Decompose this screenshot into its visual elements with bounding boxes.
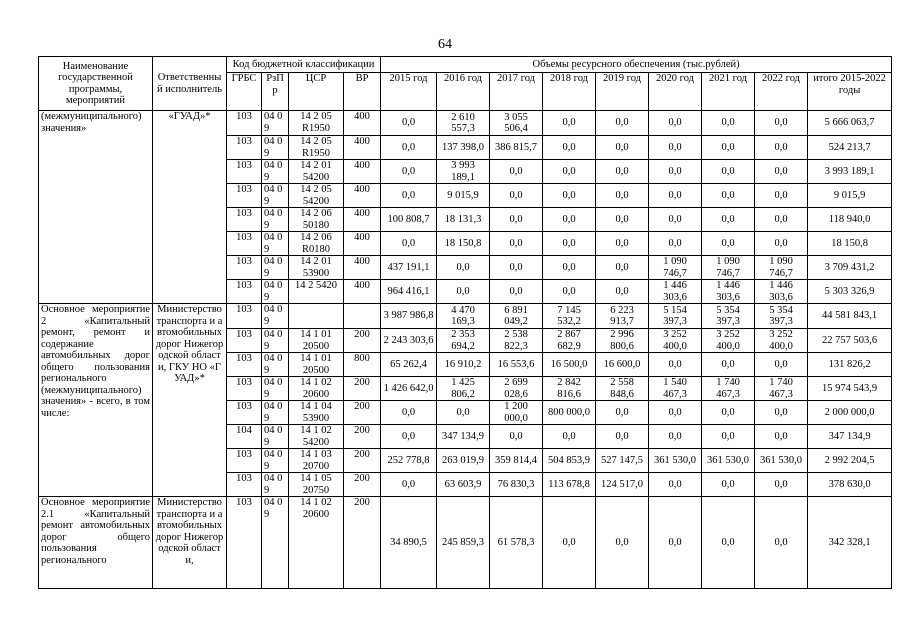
grbs-cell: 103 xyxy=(227,473,262,497)
year-value-cell: 1 090 746,7 xyxy=(755,256,808,280)
vr-cell: 400 xyxy=(344,232,381,256)
year-value-cell: 527 147,5 xyxy=(596,449,649,473)
grbs-cell: 103 xyxy=(227,256,262,280)
vr-cell: 200 xyxy=(344,425,381,449)
year-value-cell: 0,0 xyxy=(596,136,649,160)
year-value-cell: 9 015,9 xyxy=(437,184,490,208)
year-value-cell: 3 252 400,0 xyxy=(649,329,702,353)
year-value-cell: 1 426 642,0 xyxy=(381,377,437,401)
total-value-cell: 9 015,9 xyxy=(808,184,892,208)
year-value-cell: 2 867 682,9 xyxy=(543,329,596,353)
year-value-cell: 6 891 049,2 xyxy=(490,304,543,329)
csr-cell: 14 1 02 20600 xyxy=(289,497,344,589)
csr-cell: 14 1 03 20700 xyxy=(289,449,344,473)
rzpr-cell: 04 09 xyxy=(262,280,289,304)
grbs-cell: 103 xyxy=(227,280,262,304)
year-value-cell: 0,0 xyxy=(543,208,596,232)
program-name-cell: Основное мероприятие 2 «Капитальный ремонт, ремонт и содержание автомобильных дорог общего пользования регионального (межмуниципального) значения» - всего, в том числе: xyxy=(39,304,153,497)
year-value-cell: 0,0 xyxy=(381,136,437,160)
year-value-cell: 0,0 xyxy=(437,401,490,425)
csr-cell: 14 2 05 R1950 xyxy=(289,136,344,160)
year-value-cell: 0,0 xyxy=(490,208,543,232)
year-value-cell: 0,0 xyxy=(596,111,649,136)
year-value-cell: 0,0 xyxy=(381,473,437,497)
year-value-cell: 0,0 xyxy=(702,401,755,425)
year-value-cell: 0,0 xyxy=(543,280,596,304)
year-value-cell: 0,0 xyxy=(543,425,596,449)
header-grbs: ГРБС xyxy=(227,73,262,111)
year-value-cell: 1 540 467,3 xyxy=(649,377,702,401)
header-year-2016: 2016 год xyxy=(437,73,490,111)
csr-cell: 14 2 01 54200 xyxy=(289,160,344,184)
grbs-cell: 103 xyxy=(227,304,262,329)
header-rzpr: РзПр xyxy=(262,73,289,111)
year-value-cell: 4 470 169,3 xyxy=(437,304,490,329)
year-value-cell: 0,0 xyxy=(543,136,596,160)
year-value-cell: 0,0 xyxy=(596,256,649,280)
year-value-cell: 61 578,3 xyxy=(490,497,543,589)
year-value-cell: 0,0 xyxy=(543,184,596,208)
vr-cell: 400 xyxy=(344,280,381,304)
year-value-cell: 0,0 xyxy=(490,160,543,184)
year-value-cell: 361 530,0 xyxy=(702,449,755,473)
responsible-cell: «ГУАД»* xyxy=(153,111,227,304)
year-value-cell: 1 446 303,6 xyxy=(702,280,755,304)
year-value-cell: 245 859,3 xyxy=(437,497,490,589)
rzpr-cell: 04 09 xyxy=(262,401,289,425)
year-value-cell: 0,0 xyxy=(596,160,649,184)
year-value-cell: 0,0 xyxy=(543,111,596,136)
vr-cell: 400 xyxy=(344,136,381,160)
year-value-cell: 0,0 xyxy=(702,497,755,589)
year-value-cell: 2 538 822,3 xyxy=(490,329,543,353)
year-value-cell: 3 252 400,0 xyxy=(755,329,808,353)
rzpr-cell: 04 09 xyxy=(262,208,289,232)
year-value-cell: 0,0 xyxy=(755,473,808,497)
year-value-cell: 0,0 xyxy=(649,401,702,425)
year-value-cell: 0,0 xyxy=(649,473,702,497)
year-value-cell: 0,0 xyxy=(702,160,755,184)
header-csr: ЦСР xyxy=(289,73,344,111)
year-value-cell: 0,0 xyxy=(649,497,702,589)
csr-cell: 14 1 02 20600 xyxy=(289,377,344,401)
year-value-cell: 0,0 xyxy=(596,497,649,589)
year-value-cell: 0,0 xyxy=(702,184,755,208)
csr-cell: 14 2 06 50180 xyxy=(289,208,344,232)
year-value-cell: 800 000,0 xyxy=(543,401,596,425)
year-value-cell: 1 425 806,2 xyxy=(437,377,490,401)
csr-cell: 14 1 01 20500 xyxy=(289,329,344,353)
vr-cell: 400 xyxy=(344,184,381,208)
rzpr-cell: 04 09 xyxy=(262,111,289,136)
csr-cell: 14 1 01 20500 xyxy=(289,353,344,377)
year-value-cell: 0,0 xyxy=(755,111,808,136)
year-value-cell: 504 853,9 xyxy=(543,449,596,473)
rzpr-cell: 04 09 xyxy=(262,329,289,353)
year-value-cell: 18 131,3 xyxy=(437,208,490,232)
grbs-cell: 103 xyxy=(227,377,262,401)
year-value-cell: 361 530,0 xyxy=(649,449,702,473)
year-value-cell: 361 530,0 xyxy=(755,449,808,473)
header-year-2022: 2022 год xyxy=(755,73,808,111)
csr-cell: 14 2 5420 xyxy=(289,280,344,304)
year-value-cell: 3 987 986,8 xyxy=(381,304,437,329)
year-value-cell: 0,0 xyxy=(702,353,755,377)
rzpr-cell: 04 09 xyxy=(262,377,289,401)
total-value-cell: 131 826,2 xyxy=(808,353,892,377)
year-value-cell: 0,0 xyxy=(755,497,808,589)
grbs-cell: 103 xyxy=(227,449,262,473)
resource-table xyxy=(38,56,892,589)
csr-cell: 14 2 01 53900 xyxy=(289,256,344,280)
vr-cell: 200 xyxy=(344,497,381,589)
rzpr-cell: 04 09 xyxy=(262,184,289,208)
year-value-cell: 0,0 xyxy=(596,184,649,208)
vr-cell: 200 xyxy=(344,473,381,497)
csr-cell: 14 2 05 54200 xyxy=(289,184,344,208)
year-value-cell: 0,0 xyxy=(490,425,543,449)
grbs-cell: 103 xyxy=(227,184,262,208)
rzpr-cell: 04 09 xyxy=(262,473,289,497)
year-value-cell: 2 842 816,6 xyxy=(543,377,596,401)
header-volumes: Объемы ресурсного обеспечения (тыс.рублей) xyxy=(381,57,892,73)
year-value-cell: 0,0 xyxy=(596,425,649,449)
year-value-cell: 3 993 189,1 xyxy=(437,160,490,184)
grbs-cell: 103 xyxy=(227,353,262,377)
year-value-cell: 0,0 xyxy=(649,111,702,136)
year-value-cell: 16 910,2 xyxy=(437,353,490,377)
year-value-cell: 0,0 xyxy=(649,136,702,160)
program-name-cell: (межмуниципального) значения» xyxy=(39,111,153,304)
year-value-cell: 16 600,0 xyxy=(596,353,649,377)
year-value-cell: 0,0 xyxy=(755,401,808,425)
year-value-cell: 252 778,8 xyxy=(381,449,437,473)
year-value-cell: 0,0 xyxy=(437,256,490,280)
year-value-cell: 0,0 xyxy=(702,111,755,136)
grbs-cell: 103 xyxy=(227,232,262,256)
vr-cell xyxy=(344,304,381,329)
year-value-cell: 0,0 xyxy=(596,208,649,232)
year-value-cell: 0,0 xyxy=(490,280,543,304)
header-year-2017: 2017 год xyxy=(490,73,543,111)
header-responsible: Ответственный исполнитель xyxy=(153,57,227,111)
total-value-cell: 378 630,0 xyxy=(808,473,892,497)
year-value-cell: 3 055 506,4 xyxy=(490,111,543,136)
year-value-cell: 0,0 xyxy=(755,425,808,449)
year-value-cell: 0,0 xyxy=(649,160,702,184)
year-value-cell: 347 134,9 xyxy=(437,425,490,449)
total-value-cell: 5 666 063,7 xyxy=(808,111,892,136)
responsible-cell: Министерство транспорта и автомобильных дорог Нижегородской области, xyxy=(153,497,227,589)
year-value-cell: 0,0 xyxy=(755,232,808,256)
year-value-cell: 2 610 557,3 xyxy=(437,111,490,136)
year-value-cell: 1 446 303,6 xyxy=(755,280,808,304)
year-value-cell: 0,0 xyxy=(381,401,437,425)
year-value-cell: 0,0 xyxy=(702,208,755,232)
total-value-cell: 44 581 843,1 xyxy=(808,304,892,329)
total-value-cell: 2 992 204,5 xyxy=(808,449,892,473)
rzpr-cell: 04 09 xyxy=(262,232,289,256)
year-value-cell: 263 019,9 xyxy=(437,449,490,473)
year-value-cell: 386 815,7 xyxy=(490,136,543,160)
total-value-cell: 22 757 503,6 xyxy=(808,329,892,353)
year-value-cell: 2 558 848,6 xyxy=(596,377,649,401)
csr-cell xyxy=(289,304,344,329)
year-value-cell: 113 678,8 xyxy=(543,473,596,497)
year-value-cell: 63 603,9 xyxy=(437,473,490,497)
year-value-cell: 0,0 xyxy=(755,208,808,232)
year-value-cell: 0,0 xyxy=(702,232,755,256)
year-value-cell: 0,0 xyxy=(490,232,543,256)
responsible-cell: Министерство транспорта и автомобильных дорог Нижегородской области, ГКУ НО «ГУАД»* xyxy=(153,304,227,497)
year-value-cell: 0,0 xyxy=(596,232,649,256)
header-year-2021: 2021 год xyxy=(702,73,755,111)
total-value-cell: 118 940,0 xyxy=(808,208,892,232)
csr-cell: 14 1 02 54200 xyxy=(289,425,344,449)
header-year-2019: 2019 год xyxy=(596,73,649,111)
table-row xyxy=(39,304,892,329)
grbs-cell: 103 xyxy=(227,208,262,232)
year-value-cell: 76 830,3 xyxy=(490,473,543,497)
csr-cell: 14 1 04 53900 xyxy=(289,401,344,425)
csr-cell: 14 2 05 R1950 xyxy=(289,111,344,136)
year-value-cell: 0,0 xyxy=(755,160,808,184)
year-value-cell: 3 252 400,0 xyxy=(702,329,755,353)
rzpr-cell: 04 09 xyxy=(262,160,289,184)
year-value-cell: 0,0 xyxy=(702,136,755,160)
year-value-cell: 2 699 028,6 xyxy=(490,377,543,401)
year-value-cell: 0,0 xyxy=(543,497,596,589)
year-value-cell: 0,0 xyxy=(381,111,437,136)
year-value-cell: 7 145 532,2 xyxy=(543,304,596,329)
year-value-cell: 964 416,1 xyxy=(381,280,437,304)
year-value-cell: 5 354 397,3 xyxy=(755,304,808,329)
grbs-cell: 103 xyxy=(227,401,262,425)
year-value-cell: 1 446 303,6 xyxy=(649,280,702,304)
vr-cell: 200 xyxy=(344,329,381,353)
year-value-cell: 0,0 xyxy=(381,160,437,184)
year-value-cell: 0,0 xyxy=(381,184,437,208)
year-value-cell: 0,0 xyxy=(755,184,808,208)
year-value-cell: 16 500,0 xyxy=(543,353,596,377)
csr-cell: 14 1 05 20750 xyxy=(289,473,344,497)
year-value-cell: 18 150,8 xyxy=(437,232,490,256)
total-value-cell: 342 328,1 xyxy=(808,497,892,589)
rzpr-cell: 04 09 xyxy=(262,449,289,473)
year-value-cell: 1 090 746,7 xyxy=(702,256,755,280)
year-value-cell: 1 090 746,7 xyxy=(649,256,702,280)
year-value-cell: 0,0 xyxy=(755,353,808,377)
year-value-cell: 0,0 xyxy=(755,136,808,160)
header-vr: ВР xyxy=(344,73,381,111)
year-value-cell: 0,0 xyxy=(490,256,543,280)
table-row xyxy=(39,111,892,136)
total-value-cell: 5 303 326,9 xyxy=(808,280,892,304)
year-value-cell: 1 200 000,0 xyxy=(490,401,543,425)
year-value-cell: 2 243 303,6 xyxy=(381,329,437,353)
header-name: Наименование государственной программы, мероприятий xyxy=(39,57,153,111)
vr-cell: 800 xyxy=(344,353,381,377)
rzpr-cell: 04 09 xyxy=(262,353,289,377)
year-value-cell: 65 262,4 xyxy=(381,353,437,377)
header-kbk: Код бюджетной классификации xyxy=(227,57,381,73)
total-value-cell: 3 993 189,1 xyxy=(808,160,892,184)
grbs-cell: 104 xyxy=(227,425,262,449)
header-year-2020: 2020 год xyxy=(649,73,702,111)
vr-cell: 400 xyxy=(344,256,381,280)
year-value-cell: 0,0 xyxy=(437,280,490,304)
year-value-cell: 2 353 694,2 xyxy=(437,329,490,353)
grbs-cell: 103 xyxy=(227,160,262,184)
year-value-cell: 0,0 xyxy=(543,232,596,256)
rzpr-cell: 04 09 xyxy=(262,425,289,449)
year-value-cell: 0,0 xyxy=(381,232,437,256)
year-value-cell: 0,0 xyxy=(596,280,649,304)
year-value-cell: 16 553,6 xyxy=(490,353,543,377)
year-value-cell: 5 154 397,3 xyxy=(649,304,702,329)
vr-cell: 400 xyxy=(344,208,381,232)
year-value-cell: 0,0 xyxy=(543,160,596,184)
vr-cell: 400 xyxy=(344,111,381,136)
year-value-cell: 124 517,0 xyxy=(596,473,649,497)
year-value-cell: 5 354 397,3 xyxy=(702,304,755,329)
year-value-cell: 2 996 800,6 xyxy=(596,329,649,353)
year-value-cell: 359 814,4 xyxy=(490,449,543,473)
year-value-cell: 0,0 xyxy=(649,232,702,256)
year-value-cell: 137 398,0 xyxy=(437,136,490,160)
csr-cell: 14 2 06 R0180 xyxy=(289,232,344,256)
header-year-2018: 2018 год xyxy=(543,73,596,111)
vr-cell: 400 xyxy=(344,160,381,184)
header-total: итого 2015-2022 годы xyxy=(808,73,892,111)
year-value-cell: 0,0 xyxy=(702,425,755,449)
grbs-cell: 103 xyxy=(227,136,262,160)
program-name-cell: Основное мероприятие 2.1 «Капитальный ремонт автомобильных дорог общего пользования регионального xyxy=(39,497,153,589)
year-value-cell: 0,0 xyxy=(543,256,596,280)
year-value-cell: 100 808,7 xyxy=(381,208,437,232)
grbs-cell: 103 xyxy=(227,111,262,136)
year-value-cell: 0,0 xyxy=(649,208,702,232)
table-row xyxy=(39,497,892,589)
year-value-cell: 0,0 xyxy=(649,184,702,208)
year-value-cell: 0,0 xyxy=(596,401,649,425)
year-value-cell: 0,0 xyxy=(649,425,702,449)
rzpr-cell: 04 09 xyxy=(262,136,289,160)
total-value-cell: 524 213,7 xyxy=(808,136,892,160)
total-value-cell: 15 974 543,9 xyxy=(808,377,892,401)
year-value-cell: 0,0 xyxy=(649,353,702,377)
rzpr-cell: 04 09 xyxy=(262,304,289,329)
year-value-cell: 0,0 xyxy=(702,473,755,497)
grbs-cell: 103 xyxy=(227,497,262,589)
year-value-cell: 1 740 467,3 xyxy=(702,377,755,401)
total-value-cell: 3 709 431,2 xyxy=(808,256,892,280)
year-value-cell: 1 740 467,3 xyxy=(755,377,808,401)
year-value-cell: 0,0 xyxy=(381,425,437,449)
header-year-2015: 2015 год xyxy=(381,73,437,111)
total-value-cell: 347 134,9 xyxy=(808,425,892,449)
year-value-cell: 6 223 913,7 xyxy=(596,304,649,329)
rzpr-cell: 04 09 xyxy=(262,256,289,280)
vr-cell: 200 xyxy=(344,449,381,473)
vr-cell: 200 xyxy=(344,401,381,425)
year-value-cell: 34 890,5 xyxy=(381,497,437,589)
total-value-cell: 18 150,8 xyxy=(808,232,892,256)
vr-cell: 200 xyxy=(344,377,381,401)
rzpr-cell: 04 09 xyxy=(262,497,289,589)
grbs-cell: 103 xyxy=(227,329,262,353)
total-value-cell: 2 000 000,0 xyxy=(808,401,892,425)
year-value-cell: 0,0 xyxy=(490,184,543,208)
page-number: 64 xyxy=(438,37,452,52)
year-value-cell: 437 191,1 xyxy=(381,256,437,280)
